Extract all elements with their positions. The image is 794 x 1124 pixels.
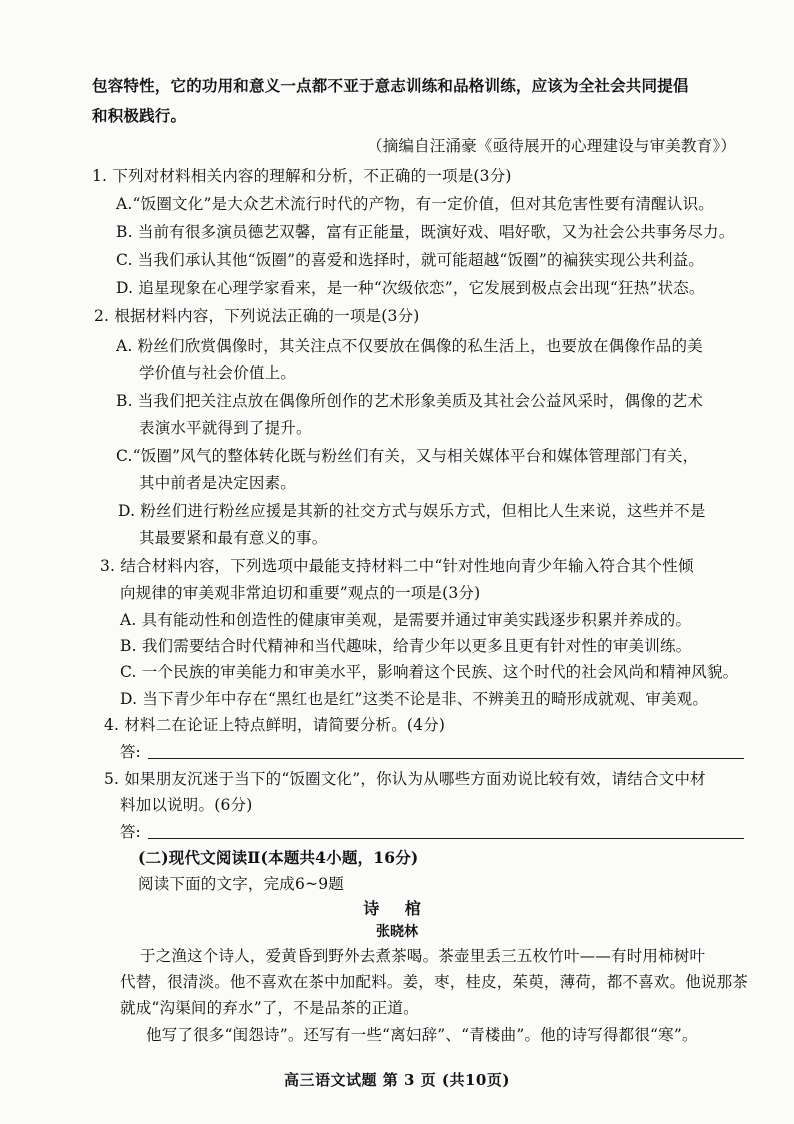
question-2-option-b-cont: 表演水平就得到了提升。 (139, 419, 312, 437)
question-2-stem: 2. 根据材料内容，下列说法正确的一项是(3分) (94, 307, 420, 325)
question-2-option-c: C.“饭圈”风气的整体转化既与粉丝们有关，又与相关媒体平台和媒体管理部门有关， (116, 447, 699, 465)
question-3-option-c: C. 一个民族的审美能力和审美水平，影响着这个民族、这个时代的社会风尚和精神风貌。 (120, 663, 739, 681)
question-1-option-b: B. 当前有很多演员德艺双馨，富有正能量，既演好戏、唱好歌，又为社会公共事务尽力。 (116, 223, 735, 241)
question-3-option-a: A. 具有能动性和创造性的健康审美观，是需要并通过审美实践逐步积累并养成的。 (120, 611, 692, 629)
question-2-option-d-cont: 其最要紧和最有意义的事。 (139, 529, 328, 547)
question-5-answer-line[interactable] (120, 822, 744, 842)
answer-label: 答: (120, 823, 141, 841)
question-3-option-b: B. 我们需要结合时代精神和当代趣味，给青少年以更多且更有针对性的审美训练。 (120, 637, 692, 655)
story-paragraph-line-3: 就成“沟渠间的弃水”了，不是品茶的正道。 (120, 999, 419, 1017)
question-3-stem-2: 向规律的审美观非常迫切和重要”观点的一项是(3分) (120, 584, 481, 602)
question-2-option-a-cont: 学价值与社会价值上。 (139, 364, 297, 382)
question-1-option-a: A.“饭圈文化”是大众艺术流行时代的产物，有一定价值，但对其危害性要有清醒认识。 (116, 195, 714, 213)
question-1-option-d: D. 追星现象在心理学家看来，是一种“次级依恋”，它发展到极点会出现“狂热”状态。 (116, 279, 705, 297)
question-4-stem: 4. 材料二在论证上特点鲜明，请简要分析。(4分) (104, 716, 446, 734)
question-5-stem-2: 料加以说明。(6分) (120, 796, 253, 814)
story-author: 张晓林 (376, 924, 418, 940)
question-4-answer-line[interactable] (120, 742, 744, 762)
question-2-option-b: B. 当我们把关注点放在偶像所创作的艺术形象美质及其社会公益风采时，偶像的艺术 (116, 392, 704, 410)
story-title: 诗 棺 (363, 899, 431, 918)
intro-line-2: 和积极践行。 (92, 106, 187, 125)
section-instruction: 阅读下面的文字，完成6~9题 (138, 875, 345, 893)
question-3-stem-1: 3. 结合材料内容，下列选项中最能支持材料二中“针对性地向青少年输入符合其个性倾 (100, 557, 694, 575)
question-1-option-c: C. 当我们承认其他“饭圈”的喜爱和选择时，就可能超越“饭圈”的褊狭实现公共利益。 (116, 251, 705, 269)
question-2-option-c-cont: 其中前者是决定因素。 (139, 474, 297, 492)
question-5-stem-1: 5. 如果朋友沉迷于当下的“饭圈文化”，你认为从哪些方面劝说比较有效，请结合文中材 (104, 770, 706, 788)
question-1-stem: 1. 下列对材料相关内容的理解和分析，不正确的一项是(3分) (92, 167, 512, 185)
question-2-option-a: A. 粉丝们欣赏偶像时，其关注点不仅要放在偶像的私生活上，也要放在偶像作品的美 (116, 337, 703, 355)
story-paragraph-line-2: 代替，很清淡。他不喜欢在茶中加配料。姜，枣，桂皮，茱萸，薄荷，都不喜欢。他说那茶 (120, 973, 749, 991)
story-paragraph-line-1: 于之渔这个诗人，爱黄昏到野外去煮茶喝。茶壶里丢三五枚竹叶——有时用柿树叶 (140, 947, 706, 965)
intro-line-1: 包容特性，它的功用和意义一点都不亚于意志训练和品格训练，应该为全社会共同提倡 (92, 76, 689, 95)
answer-label: 答: (120, 743, 141, 761)
source-citation: （摘编自汪涌豪《亟待展开的心理建设与审美教育》） (367, 137, 737, 155)
answer-rule (148, 758, 744, 759)
question-3-option-d: D. 当下青少年中存在“黑红也是红”这类不论是非、不辨美丑的畸形成就观、审美观。 (120, 690, 709, 708)
answer-rule (148, 838, 744, 839)
story-paragraph-line-4: 他写了很多“闺怨诗”。还写有一些“离妇辞”、“青楼曲”。他的诗写得都很“寒”。 (146, 1026, 698, 1044)
section-heading: (二)现代文阅读Ⅱ(本题共4小题，16分) (138, 848, 419, 867)
page-footer: 高三语文试题 第 3 页 (共10页) (284, 1071, 510, 1089)
question-2-option-d: D. 粉丝们进行粉丝应援是其新的社交方式与娱乐方式，但相比人生来说，这些并不是 (118, 502, 706, 520)
